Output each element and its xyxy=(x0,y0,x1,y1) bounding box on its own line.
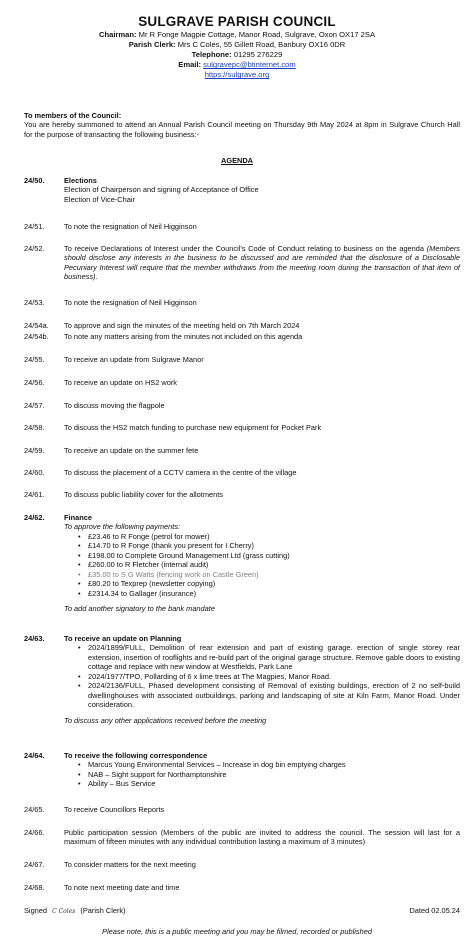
agenda-item-62-finance: 24/62. Finance To approve the following payments: • £23.46 to R Fonge (petrol for mower) • £14.70 to R Fonge (thank you present for I Cherry) • £198.00 to Complete Ground Management Ltd (grass cutting) • £260.00 to R Fletcher (internal audit) • £35.00 to S G Watts (fencing work on Castle Green) • £80.20 to Texprep (newsletter copying) • £2314.34 to Gallager (insurance) To add another signatory to the bank mandate xyxy=(24,513,460,614)
planning-list xyxy=(64,643,460,709)
agenda-item-59: 24/59. To receive an update on the summer fete xyxy=(24,446,199,455)
agenda-heading: AGENDA xyxy=(220,156,254,165)
agenda-item-52: 24/52. To receive Declarations of Interest under the Council's Code of Conduct relating to business on the agenda (Members should disclose any interests in the business to be discussed and are reminded that the disclosure of a Disclosable Pecuniary Interest will require that the member withdraws from the meeting room during the transaction of that item of business). xyxy=(24,244,460,282)
agenda-item-60: 24/60. To discuss the placement of a CCTV camera in the centre of the village xyxy=(24,468,297,477)
agenda-item-63-planning: 24/63. To receive an update on Planning • 2024/1899/FULL, Demolition of rear extension and part of existing garage. erection of single storey rear extension, insertion of rooflights and re-build part of the original garage structure. Remove gable doors to existing cottage and replace with new window at Westfields, Park Lane • 2024/1977/TPO, Pollarding of 6 x lime trees at The Magpies, Manor Road. • 2024/2136/FULL, Phased development consisting of Removal of existing buildings, erection of 2 no self-build dwellinghouses with associated outbuildings, parking and landscaping of site at Kiln Farm, Manor Road. Under consideration. To discuss any other applications received before the meeting xyxy=(24,634,460,725)
chairman-line: Chairman: Mr R Fonge Magpie Cottage, Manor Road, Sulgrave, Oxon OX17 2SA xyxy=(98,30,376,40)
correspondence-item: • Marcus Young Environmental Services – Increase in dog bin emptying charges xyxy=(78,760,460,769)
intro xyxy=(24,111,460,139)
correspondence-item: • Ability – Bus Service xyxy=(78,779,460,788)
payments-list xyxy=(64,532,460,598)
other-applications-note: To discuss any other applications received before the meeting xyxy=(64,715,267,725)
agenda-item-51: 24/51. To note the resignation of Neil Higginson xyxy=(24,222,197,231)
agenda-item-67: 24/67. To consider matters for the next meeting xyxy=(24,860,196,869)
agenda-item-53: 24/53. To note the resignation of Neil Higginson xyxy=(24,298,197,307)
email-link[interactable]: sulgravepc@btinternet.com xyxy=(203,60,296,70)
agenda-item-58: 24/58. To discuss the HS2 match funding to purchase new equipment for Pocket Park xyxy=(24,423,322,432)
correspondence-list xyxy=(64,760,460,788)
addressee: To members of the Council: xyxy=(24,111,122,120)
date-stamp: Dated 02.05.24 xyxy=(409,906,460,915)
payment-item: • £23.46 to R Fonge (petrol for mower) xyxy=(78,532,460,541)
email-line: Email: sulgravepc@btinternet.com xyxy=(178,60,296,70)
planning-application: • 2024/1899/FULL, Demolition of rear extension and part of existing garage. erection of single storey rear extension, insertion of rooflights and re-build part of the original garage structure. Remove gable doors to existing cottage and replace with new window at Westfields, Park Lane xyxy=(78,643,460,671)
clerk-line: Parish Clerk: Mrs C Coles, 55 Gillett Road, Banbury OX16 0DR xyxy=(128,40,346,50)
agenda-item-66: 24/66. Public participation session (Members of the public are invited to address the council. The session will last for a maximum of fifteen minutes with any individual contribution lasting a maximum of 3 minutes) xyxy=(24,828,460,847)
agenda-item-65: 24/65. To receive Councillors Reports xyxy=(24,805,165,814)
letterhead xyxy=(0,14,474,80)
payment-item: • £14.70 to R Fonge (thank you present for I Cherry) xyxy=(78,541,460,550)
planning-application: • 2024/2136/FULL, Phased development consisting of Removal of existing buildings, erection of 2 no self-build dwellinghouses with associated outbuildings, parking and landscaping of site at Kiln Farm, Manor Road. Under consideration. xyxy=(78,681,460,709)
clerk-signature: C Coles xyxy=(52,908,76,915)
agenda-item-50: 24/50. Elections Election of Chairperson and signing of Acceptance of Office Election of Vice-Chair xyxy=(24,176,259,204)
agenda-item-68: 24/68. To note next meeting date and time xyxy=(24,883,180,892)
agenda-item-61: 24/61. To discuss public liability cover for the allotments xyxy=(24,490,223,499)
agenda-item-55: 24/55. To receive an update from Sulgrave Manor xyxy=(24,355,204,364)
signatory-note: To add another signatory to the bank mandate xyxy=(64,604,215,614)
agenda-item-64-correspondence: 24/64. To receive the following correspondence • Marcus Young Environmental Services – Increase in dog bin emptying charges • NAB – Sight support for Northamptonshire • Ability – Bus Service xyxy=(24,751,460,789)
payment-item: • £2314.34 to Gallager (insurance) xyxy=(78,589,460,598)
telephone-line: Telephone: 01295 276229 xyxy=(191,50,283,60)
website-line xyxy=(0,70,474,80)
payment-item: • £260.00 to R Fletcher (internal audit) xyxy=(78,560,460,569)
agenda-item-56: 24/56. To receive an update on HS2 work xyxy=(24,378,177,387)
correspondence-item: • NAB – Sight support for Northamptonshire xyxy=(78,770,460,779)
public-meeting-note: Please note, this is a public meeting and you may be filmed, recorded or published xyxy=(102,927,372,936)
payment-item: • £80.20 to Texprep (newsletter copying) xyxy=(78,579,460,588)
payment-item: • £198.00 to Complete Ground Management Ltd (grass cutting) xyxy=(78,551,460,560)
signature-line: Signed C Coles (Parish Clerk) Dated 02.05.24 xyxy=(24,906,460,915)
council-title: SULGRAVE PARISH COUNCIL xyxy=(138,14,336,29)
agenda-item-54b: 24/54b. To note any matters arising from the minutes not included on this agenda xyxy=(24,332,303,341)
website-link[interactable]: https://sulgrave.org xyxy=(204,70,270,80)
planning-application: • 2024/1977/TPO, Pollarding of 6 x lime trees at The Magpies, Manor Road. xyxy=(78,672,460,681)
agenda-item-54a: 24/54a. To approve and sign the minutes of the meeting held on 7th March 2024 xyxy=(24,321,300,330)
agenda-item-57: 24/57. To discuss moving the flagpole xyxy=(24,401,165,410)
payment-item: • £35.00 to S G Watts (fencing work on Castle Green) xyxy=(78,570,460,579)
summons-paragraph: You are hereby summoned to attend an Annual Parish Council meeting on Thursday 9th May 2024 at 8pm in Sulgrave Church Hall for the purpose of transacting the following business:- xyxy=(24,120,460,139)
